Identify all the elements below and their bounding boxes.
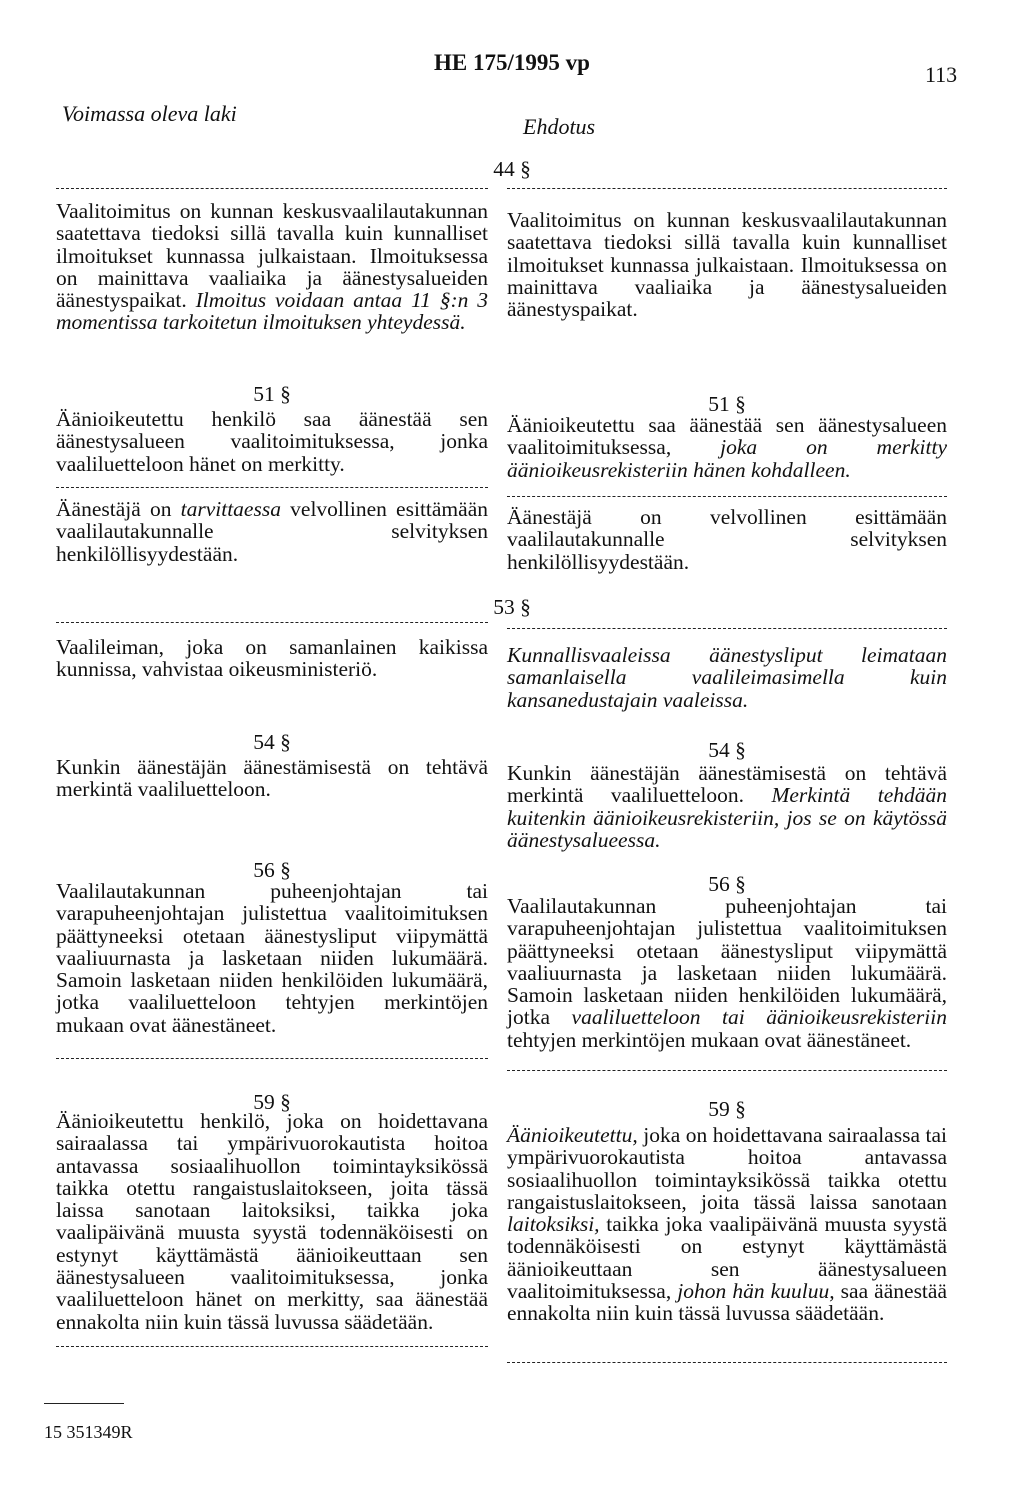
omission-line [507,188,947,189]
right-section-59-heading: 59 § [708,1097,746,1121]
left-column-heading: Voimassa oleva laki [62,101,237,126]
omission-line [507,628,947,629]
left-section-56-text: Vaalilautakunnan puheenjohtajan tai varapuheenjohtajan julistettua vaalitoimituksen päättyneeksi otetaan äänestysliput viipymättä vaaliuurnasta ja lasketaan niiden lukumäärä. Samoin lasketaan niiden henkilöiden lukumäärä, jotka vaaliluetteloon tehtyjen merkintöjen mukaan ovat äänestäneet. [56,879,488,1037]
right-column-heading: Ehdotus [523,114,596,139]
left-44-italic: Ilmoitus voidaan antaa 11 §:n 3 momentissa tarkoitetun ilmoituksen yhteydessä. [56,288,489,335]
right-section-56-text [507,895,947,1051]
left-section-51-second-text [56,498,488,565]
omission-line [507,1070,947,1071]
footer-rule [44,1403,124,1404]
document-header-title: HE 175/1995 vp [434,50,590,75]
left-section-51-heading: 51 § [253,382,291,406]
right-56-italic: vaaliluetteloon tai äänioikeusrekisteriin [571,1005,947,1030]
right-section-51-heading: 51 § [708,392,746,416]
omission-line [56,188,488,189]
omission-line [507,1362,947,1363]
section-53-heading: 53 § [493,595,531,619]
right-section-51-second-text: Äänestäjä on velvollinen esittämään vaalilautakunnalle selvityksen henkilöllisyydestään. [507,505,947,574]
omission-line [56,622,488,623]
page-number: 113 [925,62,958,87]
right-section-51-text [507,414,947,481]
left-section-56-heading: 56 § [253,858,291,882]
left-section-51-text: Äänioikeutettu henkilö saa äänestää sen äänestysalueen vaalitoimituksessa, jonka vaaliluetteloon hänet on merkitty. [56,407,488,476]
left-section-53-text: Vaalileiman, joka on samanlainen kaikissa kunnissa, vahvistaa oikeusministeriö. [56,635,488,682]
left-51b-regular-end: velvollinen esittämään vaalilautakunnalle selvityksen henkilöllisyydestään. [56,497,488,566]
right-59-regular-end: saa äänestää ennakolta niin kuin tässä luvussa säädetään. [507,1279,947,1326]
footer-print-code: 15 351349R [44,1422,133,1442]
right-section-56-heading: 56 § [708,872,746,896]
right-59-regular-2: taikka joka vaalipäivänä muusta syystä todennäköisesti on estynyt käyttämästä äänioikeuttaan sen äänestysalueen vaalitoimituksessa, [507,1212,947,1304]
left-44-regular: Vaalitoimitus on kunnan keskusvaalilautakunnan saatettava tiedoksi sillä tavalla kuin kunnalliset ilmoitukset kunnassa julkaistaan. Ilmoituksessa on mainittava vaaliaika ja äänestysalueiden äänestyspaikat. [56,199,488,313]
omission-line [56,487,488,488]
right-54-regular: Kunkin äänestäjän äänestämisestä on tehtävä merkintä vaaliluetteloon. [507,761,947,808]
right-section-53-text: Kunnallisvaaleissa äänestysliput leimataan samanlaisella vaalileimasimella kuin kansanedustajain vaaleissa. [507,643,947,712]
section-44-heading: 44 § [493,157,531,181]
left-section-54-text: Kunkin äänestäjän äänestämisestä on tehtävä merkintä vaaliluetteloon. [56,755,488,802]
right-59-italic-belongs: johon hän kuuluu, [677,1279,835,1304]
right-section-54-text [507,762,947,851]
left-section-44-text [56,200,488,334]
right-56-regular-end: tehtyjen merkintöjen mukaan ovat äänestäneet. [507,1027,912,1052]
right-section-54-heading: 54 § [708,738,746,762]
right-51-regular: Äänioikeutettu saa äänestää sen äänestysalueen vaalitoimituksessa, [507,413,947,460]
right-section-44-text: Vaalitoimitus on kunnan keskusvaalilautakunnan saatettava tiedoksi sillä tavalla kuin kunnalliset ilmoitukset kunnassa julkaistaan. Ilmoituksessa on mainittava vaaliaika ja äänestysalueiden äänestyspaikat. [507,208,947,322]
omission-line [507,496,947,497]
omission-line [56,1058,488,1059]
right-54-italic: Merkintä tehdään kuitenkin äänioikeusrekisteriin, jos se on käytössä äänestysalueessa. [507,783,947,852]
right-51-italic: joka on merkitty äänioikeusrekisteriin hänen kohdalleen. [507,435,947,482]
left-51b-regular: Äänestäjä on [56,497,181,521]
right-section-59-text [507,1124,947,1325]
left-section-59-text: Äänioikeutettu henkilö, joka on hoidettavana sairaalassa tai ympärivuorokautista hoitoa antavassa sosiaalihuollon toimintayksikössä taikka otettu rangaistuslaitokseen, joita tässä laissa sanotaan laitoksiksi, taikka joka vaalipäivänä muusta syystä todennäköisesti on estynyt käyttämästä äänioikeuttaan sen äänestysalueen vaalitoimituksessa, jonka vaaliluetteloon hänet on merkitty, saa äänestää ennakolta niin kuin tässä luvussa säädetään. [56,1109,488,1334]
right-59-regular: joka on hoidettavana sairaalassa tai ympärivuorokautista hoitoa antavassa sosiaalihuollon toimintayksikössä taikka otettu rangaistuslaitokseen, joita tässä laissa sanotaan [507,1123,947,1214]
right-59-italic-institutions: laitoksiksi, [507,1212,600,1237]
omission-line [56,1346,488,1347]
left-section-54-heading: 54 § [253,730,291,754]
left-51b-italic: tarvittaessa [180,497,281,521]
left-section-59-heading: 59 § [253,1090,291,1114]
right-59-italic-start: Äänioikeutettu, [507,1123,638,1147]
right-56-regular: Vaalilautakunnan puheenjohtajan tai varapuheenjohtajan julistettua vaalitoimituksen päättyneeksi otetaan äänestysliput viipymättä vaaliuurnasta ja lasketaan niiden lukumäärä. Samoin lasketaan niiden henkilöiden lukumäärä, jotka [507,894,947,1030]
